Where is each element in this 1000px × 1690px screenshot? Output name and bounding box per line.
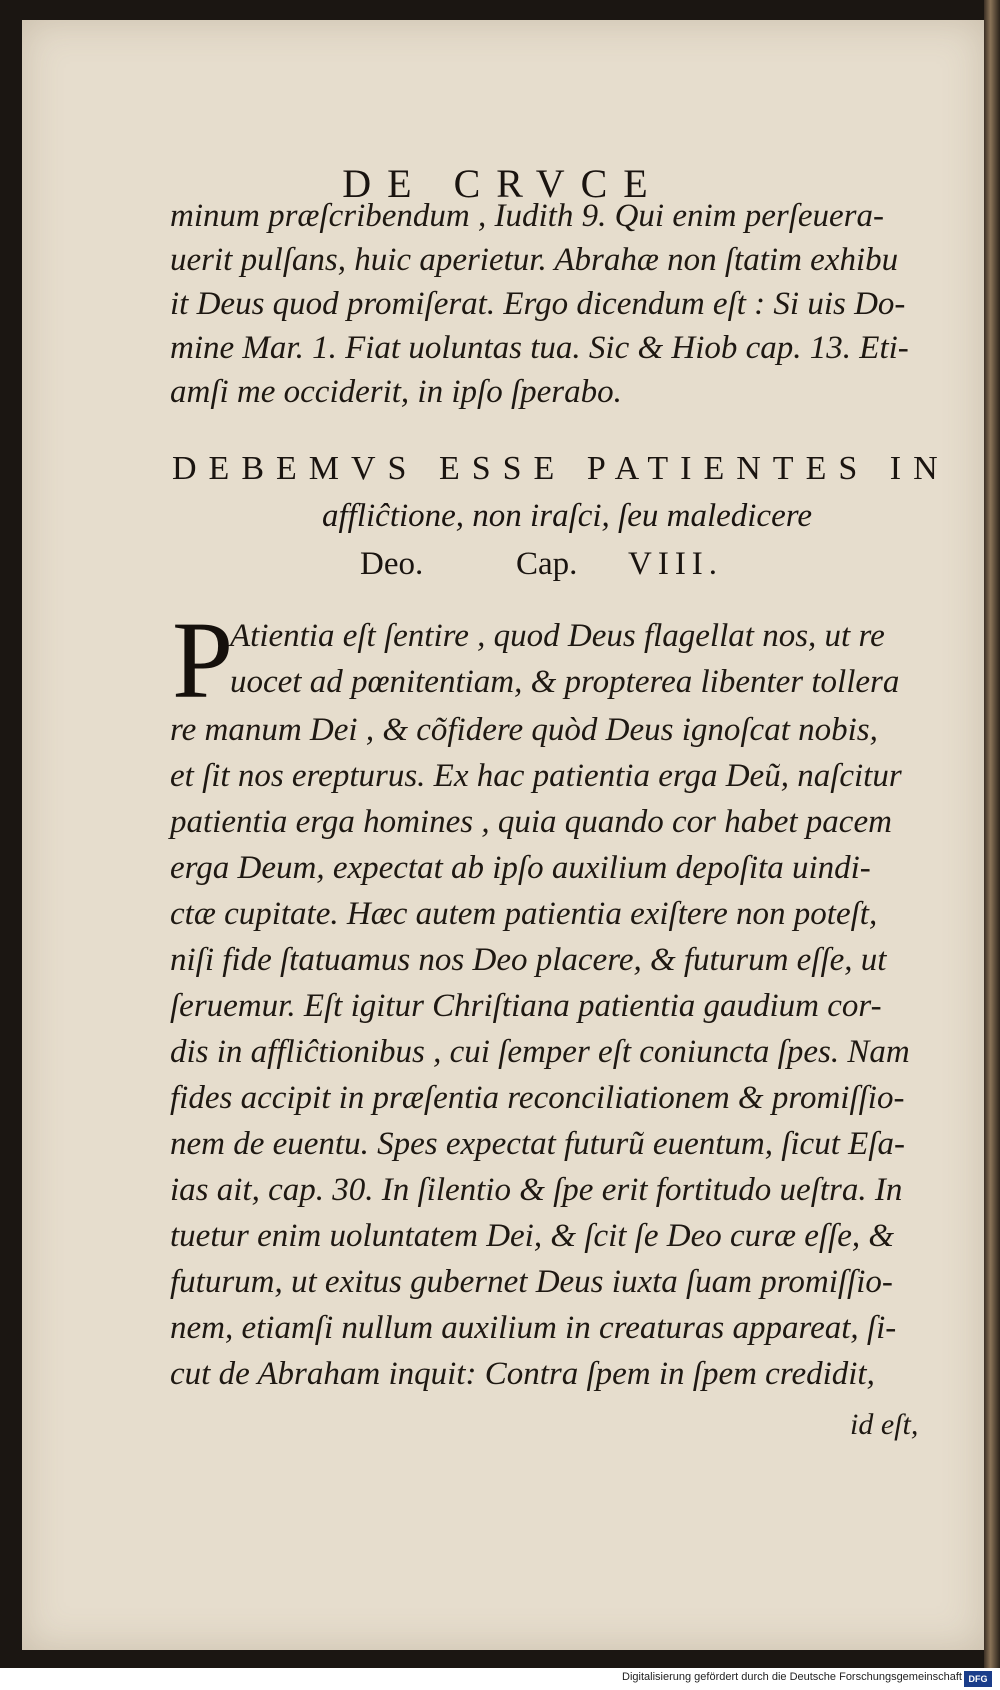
chapter-heading-deo: Deo.: [360, 546, 424, 582]
text-line: it Deus quod promiſerat. Ergo dicendum eſt : Si uis Do-: [170, 286, 906, 322]
text-line: ctæ cupitate. Hæc autem patientia exiſtere non poteſt,: [170, 896, 878, 932]
text-line: mine Mar. 1. Fiat uoluntas tua. Sic & Hiob cap. 13. Eti-: [170, 330, 909, 366]
text-line: nem, etiamſi nullum auxilium in creaturas appareat, ſi-: [170, 1310, 897, 1346]
dfg-logo-icon: DFG: [964, 1671, 992, 1687]
text-line: patientia erga homines , quia quando cor habet pacem: [170, 804, 892, 840]
drop-cap: P: [172, 599, 234, 721]
text-line: niſi fide ſtatuamus nos Deo placere, & futurum eſſe, ut: [170, 942, 887, 978]
running-head: DE CRVCE: [342, 161, 664, 206]
text-line: cut de Abraham inquit: Contra ſpem in ſpem credidit,: [170, 1356, 875, 1392]
text-line: uerit pulſans, huic aperietur. Abrahæ non ſtatim exhibu: [170, 242, 899, 278]
text-line: amſi me occiderit, in ipſo ſperabo.: [170, 374, 622, 410]
text-line: nem de euentu. Spes expectat futurũ euentum, ſicut Eſa-: [170, 1126, 905, 1162]
text-line: tuetur enim uoluntatem Dei, & ſcit ſe Deo curæ eſſe, &: [170, 1218, 895, 1254]
text-line: erga Deum, expectat ab ipſo auxilium depoſita uindi-: [170, 850, 871, 886]
text-line: futurum, ut exitus gubernet Deus iuxta ſuam promiſſio-: [170, 1264, 893, 1300]
chapter-heading-cap: Cap.: [516, 546, 578, 582]
text-line: uocet ad pœnitentiam, & propterea libenter tollera: [230, 664, 900, 700]
text-line: ſeruemur. Eſt igitur Chriſtiana patientia gaudium cor-: [170, 988, 882, 1024]
text-line: dis in affliĉtionibus , cui ſemper eſt coniuncta ſpes. Nam: [170, 1034, 910, 1070]
catchword: id eſt,: [850, 1408, 919, 1441]
chapter-heading-line2: affliĉtione, non iraſci, ſeu maledicere: [322, 498, 812, 534]
text-line: et ſit nos erepturus. Ex hac patientia erga Deũ, naſcitur: [170, 758, 902, 794]
footer-bar: [0, 1668, 1000, 1690]
text-line: re manum Dei , & cõfidere quòd Deus ignoſcat nobis,: [170, 712, 878, 748]
digitization-credit: Digitalisierung gefördert durch die Deutsche Forschungsgemeinschaft: [622, 1671, 962, 1683]
book-fore-edge: [984, 0, 1000, 1668]
text-line: fides accipit in præſentia reconciliationem & promiſſio-: [170, 1080, 905, 1116]
text-line: ias ait, cap. 30. In ſilentio & ſpe erit fortitudo ueſtra. In: [170, 1172, 903, 1208]
book-page: [22, 20, 984, 1650]
text-line: minum præſcribendum , Iudith 9. Qui enim perſeuera-: [170, 198, 884, 234]
text-line: Atientia eſt ſentire , quod Deus flagellat nos, ut re: [230, 618, 885, 654]
chapter-heading-number: VIII.: [628, 546, 724, 582]
chapter-heading-line1: DEBEMVS ESSE PATIENTES IN: [172, 450, 950, 487]
